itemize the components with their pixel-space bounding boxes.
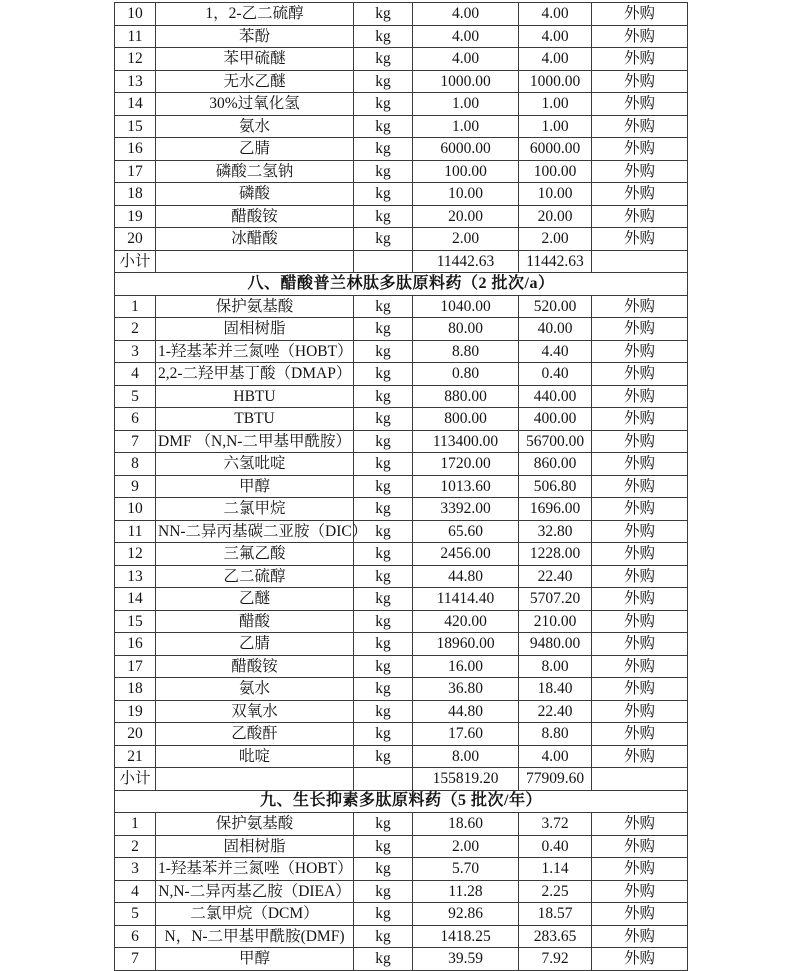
cell-unit: kg	[354, 700, 413, 723]
cell-unit: kg	[354, 813, 413, 836]
cell-unit: kg	[354, 678, 413, 701]
cell-material-name: 氨水	[156, 678, 354, 701]
cell-qty-1: 11442.63	[413, 250, 519, 273]
table-row	[115, 723, 688, 746]
cell-material-name: 二氯甲烷	[156, 498, 354, 521]
cell-source: 外购	[592, 205, 688, 228]
cell-qty-2: 1.00	[519, 115, 592, 138]
cell-source	[592, 250, 688, 273]
cell-source: 外购	[592, 228, 688, 251]
cell-qty-1: 11.28	[413, 880, 519, 903]
cell-source: 外购	[592, 565, 688, 588]
table-row	[115, 48, 688, 71]
cell-material-name: 氨水	[156, 115, 354, 138]
materials-table-body	[115, 3, 688, 971]
cell-unit: kg	[354, 48, 413, 71]
cell-row-number: 3	[115, 340, 156, 363]
cell-qty-2: 40.00	[519, 318, 592, 341]
cell-row-number: 5	[115, 385, 156, 408]
cell-row-number: 小计	[115, 250, 156, 273]
cell-unit: kg	[354, 858, 413, 881]
cell-source: 外购	[592, 498, 688, 521]
cell-qty-2: 18.57	[519, 903, 592, 926]
table-row	[115, 318, 688, 341]
table-row	[115, 880, 688, 903]
cell-unit: kg	[354, 723, 413, 746]
cell-material-name: 磷酸二氢钠	[156, 160, 354, 183]
table-row	[115, 250, 688, 273]
cell-qty-1: 10.00	[413, 183, 519, 206]
cell-material-name: N,N-二异丙基乙胺（DIEA）	[156, 880, 354, 903]
cell-row-number: 12	[115, 48, 156, 71]
cell-source: 外购	[592, 363, 688, 386]
cell-qty-1: 1.00	[413, 115, 519, 138]
cell-unit: kg	[354, 745, 413, 768]
cell-source: 外购	[592, 858, 688, 881]
table-row	[115, 565, 688, 588]
cell-qty-1: 39.59	[413, 948, 519, 971]
cell-row-number: 13	[115, 70, 156, 93]
cell-qty-2: 4.00	[519, 25, 592, 48]
cell-qty-1: 80.00	[413, 318, 519, 341]
cell-material-name: 苯酚	[156, 25, 354, 48]
section-header-row	[115, 790, 688, 813]
cell-material-name: 2,2-二羟甲基丁酸（DMAP）	[156, 363, 354, 386]
cell-qty-2: 10.00	[519, 183, 592, 206]
cell-qty-2: 440.00	[519, 385, 592, 408]
table-row	[115, 835, 688, 858]
cell-qty-2: 506.80	[519, 475, 592, 498]
cell-row-number: 1	[115, 295, 156, 318]
cell-qty-2: 18.40	[519, 678, 592, 701]
cell-material-name: 无水乙醚	[156, 70, 354, 93]
cell-unit: kg	[354, 948, 413, 971]
cell-qty-1: 92.86	[413, 903, 519, 926]
cell-unit: kg	[354, 520, 413, 543]
table-row	[115, 655, 688, 678]
cell-qty-2: 22.40	[519, 700, 592, 723]
cell-material-name: 保护氨基酸	[156, 295, 354, 318]
cell-qty-2: 0.40	[519, 363, 592, 386]
cell-qty-1: 8.80	[413, 340, 519, 363]
cell-row-number: 20	[115, 228, 156, 251]
cell-source: 外购	[592, 475, 688, 498]
cell-row-number: 18	[115, 678, 156, 701]
cell-row-number: 11	[115, 520, 156, 543]
cell-row-number: 10	[115, 498, 156, 521]
cell-qty-2: 8.80	[519, 723, 592, 746]
table-row	[115, 363, 688, 386]
cell-unit: kg	[354, 205, 413, 228]
table-row	[115, 295, 688, 318]
cell-qty-2: 1.00	[519, 93, 592, 116]
materials-table	[114, 2, 688, 971]
cell-material-name	[156, 768, 354, 791]
cell-material-name: NN-二异丙基碳二亚胺（DIC）	[156, 520, 354, 543]
cell-row-number: 12	[115, 543, 156, 566]
cell-qty-2: 77909.60	[519, 768, 592, 791]
cell-qty-2: 8.00	[519, 655, 592, 678]
cell-material-name: 1-羟基苯并三氮唑（HOBT）	[156, 858, 354, 881]
section-title: 九、生长抑素多肽原料药（5 批次/年）	[115, 790, 688, 813]
cell-unit: kg	[354, 3, 413, 26]
cell-qty-2: 32.80	[519, 520, 592, 543]
cell-row-number: 小计	[115, 768, 156, 791]
cell-row-number: 4	[115, 880, 156, 903]
cell-qty-2: 1.14	[519, 858, 592, 881]
table-row	[115, 948, 688, 971]
cell-qty-1: 65.60	[413, 520, 519, 543]
cell-qty-2: 4.40	[519, 340, 592, 363]
table-row	[115, 453, 688, 476]
cell-qty-2: 283.65	[519, 925, 592, 948]
table-row	[115, 3, 688, 26]
cell-material-name: 磷酸	[156, 183, 354, 206]
cell-unit: kg	[354, 115, 413, 138]
cell-qty-1: 1000.00	[413, 70, 519, 93]
cell-source: 外购	[592, 633, 688, 656]
cell-qty-1: 2.00	[413, 228, 519, 251]
cell-source: 外购	[592, 318, 688, 341]
cell-qty-2: 860.00	[519, 453, 592, 476]
table-row	[115, 228, 688, 251]
table-row	[115, 93, 688, 116]
cell-material-name: 冰醋酸	[156, 228, 354, 251]
cell-row-number: 13	[115, 565, 156, 588]
cell-source: 外购	[592, 408, 688, 431]
cell-qty-1: 155819.20	[413, 768, 519, 791]
cell-unit: kg	[354, 160, 413, 183]
cell-qty-2: 100.00	[519, 160, 592, 183]
cell-source: 外购	[592, 678, 688, 701]
cell-material-name: 苯甲硫醚	[156, 48, 354, 71]
table-row	[115, 408, 688, 431]
cell-qty-1: 20.00	[413, 205, 519, 228]
cell-qty-1: 5.70	[413, 858, 519, 881]
cell-source: 外购	[592, 745, 688, 768]
cell-qty-1: 6000.00	[413, 138, 519, 161]
cell-unit: kg	[354, 543, 413, 566]
cell-qty-2: 4.00	[519, 3, 592, 26]
cell-source: 外购	[592, 385, 688, 408]
cell-row-number: 14	[115, 588, 156, 611]
cell-qty-1: 1040.00	[413, 295, 519, 318]
cell-unit: kg	[354, 183, 413, 206]
cell-material-name: 甲醇	[156, 475, 354, 498]
cell-qty-2: 3.72	[519, 813, 592, 836]
cell-source: 外购	[592, 588, 688, 611]
cell-qty-2: 4.00	[519, 48, 592, 71]
cell-source: 外购	[592, 813, 688, 836]
table-row	[115, 633, 688, 656]
table-row	[115, 205, 688, 228]
cell-unit: kg	[354, 453, 413, 476]
cell-row-number: 7	[115, 948, 156, 971]
cell-unit: kg	[354, 318, 413, 341]
cell-qty-1: 4.00	[413, 3, 519, 26]
cell-row-number: 8	[115, 453, 156, 476]
cell-unit: kg	[354, 93, 413, 116]
cell-qty-2: 56700.00	[519, 430, 592, 453]
cell-unit: kg	[354, 25, 413, 48]
cell-material-name: 1-羟基苯并三氮唑（HOBT）	[156, 340, 354, 363]
table-row	[115, 183, 688, 206]
cell-source: 外购	[592, 610, 688, 633]
cell-unit: kg	[354, 633, 413, 656]
cell-material-name: 乙二硫醇	[156, 565, 354, 588]
cell-qty-2: 2.00	[519, 228, 592, 251]
cell-row-number: 5	[115, 903, 156, 926]
cell-qty-2: 4.00	[519, 745, 592, 768]
cell-qty-1: 1418.25	[413, 925, 519, 948]
section-header-row	[115, 273, 688, 296]
table-row	[115, 543, 688, 566]
cell-material-name: 双氧水	[156, 700, 354, 723]
cell-qty-2: 20.00	[519, 205, 592, 228]
cell-row-number: 19	[115, 205, 156, 228]
cell-qty-2: 2.25	[519, 880, 592, 903]
cell-material-name: 三氟乙酸	[156, 543, 354, 566]
cell-unit: kg	[354, 475, 413, 498]
table-row	[115, 340, 688, 363]
cell-row-number: 15	[115, 610, 156, 633]
cell-source: 外购	[592, 543, 688, 566]
cell-source: 外购	[592, 453, 688, 476]
cell-unit: kg	[354, 610, 413, 633]
cell-material-name: 六氢吡啶	[156, 453, 354, 476]
cell-unit: kg	[354, 295, 413, 318]
cell-material-name: 醋酸	[156, 610, 354, 633]
cell-row-number: 20	[115, 723, 156, 746]
cell-material-name: 醋酸铵	[156, 205, 354, 228]
table-row	[115, 25, 688, 48]
cell-unit: kg	[354, 835, 413, 858]
cell-source: 外购	[592, 183, 688, 206]
table-row	[115, 813, 688, 836]
cell-source: 外购	[592, 430, 688, 453]
cell-source: 外购	[592, 160, 688, 183]
cell-row-number: 21	[115, 745, 156, 768]
cell-qty-1: 4.00	[413, 25, 519, 48]
cell-material-name: 保护氨基酸	[156, 813, 354, 836]
cell-qty-1: 1013.60	[413, 475, 519, 498]
cell-material-name: 1，2-乙二硫醇	[156, 3, 354, 26]
table-row	[115, 520, 688, 543]
cell-row-number: 2	[115, 835, 156, 858]
cell-qty-2: 11442.63	[519, 250, 592, 273]
cell-source: 外购	[592, 520, 688, 543]
cell-unit: kg	[354, 385, 413, 408]
cell-qty-1: 18.60	[413, 813, 519, 836]
table-row	[115, 903, 688, 926]
table-row	[115, 925, 688, 948]
cell-qty-2: 1696.00	[519, 498, 592, 521]
table-row	[115, 70, 688, 93]
cell-qty-2: 7.92	[519, 948, 592, 971]
cell-qty-1: 2.00	[413, 835, 519, 858]
cell-row-number: 15	[115, 115, 156, 138]
cell-unit: kg	[354, 138, 413, 161]
cell-source: 外购	[592, 93, 688, 116]
cell-qty-2: 520.00	[519, 295, 592, 318]
cell-qty-1: 18960.00	[413, 633, 519, 656]
cell-source: 外购	[592, 70, 688, 93]
cell-qty-2: 6000.00	[519, 138, 592, 161]
cell-material-name: 甲醇	[156, 948, 354, 971]
cell-material-name: 乙醚	[156, 588, 354, 611]
cell-row-number: 14	[115, 93, 156, 116]
cell-qty-1: 44.80	[413, 700, 519, 723]
cell-material-name	[156, 250, 354, 273]
cell-row-number: 19	[115, 700, 156, 723]
cell-qty-2: 400.00	[519, 408, 592, 431]
cell-source: 外购	[592, 655, 688, 678]
cell-material-name: DMF （N,N-二甲基甲酰胺）	[156, 430, 354, 453]
cell-source: 外购	[592, 115, 688, 138]
cell-qty-1: 1720.00	[413, 453, 519, 476]
table-row	[115, 160, 688, 183]
cell-row-number: 6	[115, 408, 156, 431]
cell-material-name: 乙酸酐	[156, 723, 354, 746]
cell-material-name: HBTU	[156, 385, 354, 408]
cell-row-number: 4	[115, 363, 156, 386]
cell-material-name: 二氯甲烷（DCM）	[156, 903, 354, 926]
cell-qty-1: 420.00	[413, 610, 519, 633]
cell-source: 外购	[592, 295, 688, 318]
cell-qty-1: 0.80	[413, 363, 519, 386]
cell-row-number: 9	[115, 475, 156, 498]
cell-material-name: 固相树脂	[156, 318, 354, 341]
table-row	[115, 498, 688, 521]
cell-source: 外购	[592, 340, 688, 363]
table-row	[115, 475, 688, 498]
cell-row-number: 2	[115, 318, 156, 341]
cell-material-name: 乙腈	[156, 138, 354, 161]
table-row	[115, 678, 688, 701]
cell-material-name: N，N-二甲基甲酰胺(DMF)	[156, 925, 354, 948]
cell-row-number: 11	[115, 25, 156, 48]
cell-source: 外购	[592, 700, 688, 723]
cell-row-number: 7	[115, 430, 156, 453]
table-row	[115, 768, 688, 791]
table-row	[115, 138, 688, 161]
cell-qty-1: 3392.00	[413, 498, 519, 521]
table-row	[115, 588, 688, 611]
table-row	[115, 385, 688, 408]
cell-row-number: 17	[115, 655, 156, 678]
cell-material-name: 乙腈	[156, 633, 354, 656]
cell-qty-2: 9480.00	[519, 633, 592, 656]
cell-qty-1: 800.00	[413, 408, 519, 431]
cell-source: 外购	[592, 835, 688, 858]
cell-qty-1: 36.80	[413, 678, 519, 701]
table-row	[115, 745, 688, 768]
cell-unit: kg	[354, 655, 413, 678]
cell-row-number: 3	[115, 858, 156, 881]
table-row	[115, 430, 688, 453]
cell-qty-1: 113400.00	[413, 430, 519, 453]
cell-row-number: 10	[115, 3, 156, 26]
table-row	[115, 610, 688, 633]
cell-qty-2: 1228.00	[519, 543, 592, 566]
cell-row-number: 1	[115, 813, 156, 836]
cell-qty-1: 880.00	[413, 385, 519, 408]
cell-qty-2: 1000.00	[519, 70, 592, 93]
cell-row-number: 6	[115, 925, 156, 948]
cell-row-number: 16	[115, 138, 156, 161]
cell-unit: kg	[354, 903, 413, 926]
cell-qty-1: 4.00	[413, 48, 519, 71]
cell-material-name: 醋酸铵	[156, 655, 354, 678]
cell-unit: kg	[354, 565, 413, 588]
cell-qty-2: 210.00	[519, 610, 592, 633]
cell-row-number: 16	[115, 633, 156, 656]
cell-source: 外购	[592, 25, 688, 48]
table-row	[115, 700, 688, 723]
cell-unit: kg	[354, 70, 413, 93]
cell-qty-1: 44.80	[413, 565, 519, 588]
cell-unit: kg	[354, 880, 413, 903]
cell-unit: kg	[354, 228, 413, 251]
cell-material-name: 吡啶	[156, 745, 354, 768]
table-row	[115, 858, 688, 881]
cell-source: 外购	[592, 880, 688, 903]
cell-source: 外购	[592, 903, 688, 926]
cell-qty-1: 16.00	[413, 655, 519, 678]
cell-source: 外购	[592, 723, 688, 746]
cell-source: 外购	[592, 3, 688, 26]
cell-unit	[354, 768, 413, 791]
cell-unit: kg	[354, 363, 413, 386]
cell-unit	[354, 250, 413, 273]
cell-source: 外购	[592, 138, 688, 161]
cell-unit: kg	[354, 498, 413, 521]
cell-unit: kg	[354, 408, 413, 431]
cell-qty-1: 11414.40	[413, 588, 519, 611]
table-row	[115, 115, 688, 138]
cell-qty-1: 2456.00	[413, 543, 519, 566]
cell-unit: kg	[354, 925, 413, 948]
cell-qty-2: 0.40	[519, 835, 592, 858]
section-title: 八、醋酸普兰林肽多肽原料药（2 批次/a）	[115, 273, 688, 296]
cell-source: 外购	[592, 48, 688, 71]
cell-qty-1: 17.60	[413, 723, 519, 746]
cell-qty-1: 100.00	[413, 160, 519, 183]
cell-source: 外购	[592, 925, 688, 948]
cell-source	[592, 768, 688, 791]
cell-row-number: 17	[115, 160, 156, 183]
cell-material-name: 固相树脂	[156, 835, 354, 858]
cell-qty-2: 22.40	[519, 565, 592, 588]
cell-material-name: TBTU	[156, 408, 354, 431]
cell-row-number: 18	[115, 183, 156, 206]
cell-material-name: 30%过氧化氢	[156, 93, 354, 116]
cell-unit: kg	[354, 430, 413, 453]
cell-source: 外购	[592, 948, 688, 971]
cell-unit: kg	[354, 340, 413, 363]
cell-qty-1: 1.00	[413, 93, 519, 116]
cell-qty-2: 5707.20	[519, 588, 592, 611]
cell-unit: kg	[354, 588, 413, 611]
cell-qty-1: 8.00	[413, 745, 519, 768]
